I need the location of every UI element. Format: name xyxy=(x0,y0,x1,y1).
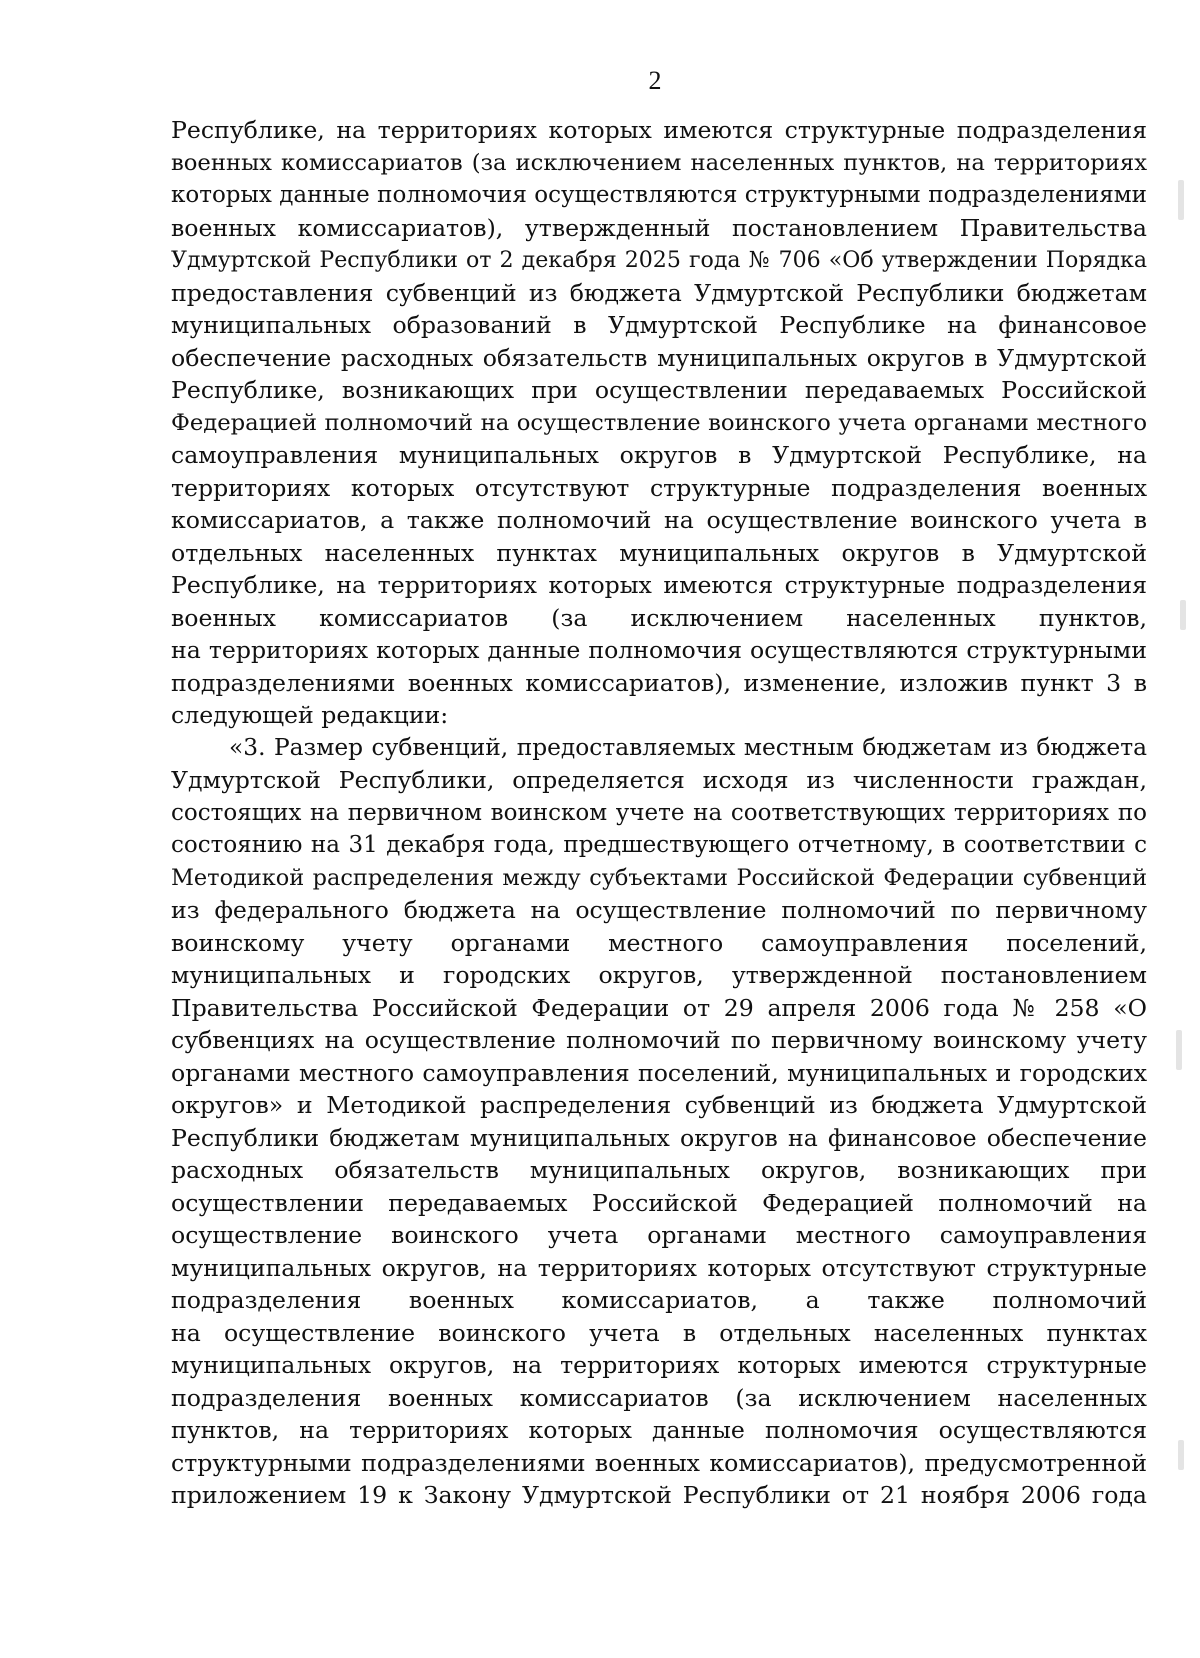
text-line: Республики бюджетам муниципальных округов на финансовое обеспечение xyxy=(171,1123,1147,1152)
text-line: на осуществление воинского учета в отдельных населенных пунктах xyxy=(171,1318,1147,1347)
text-line: подразделениями военных комиссариатов), изменение, изложив пункт 3 в xyxy=(171,668,1147,697)
text-line: состоянию на 31 декабря года, предшествующего отчетному, в соответствии с xyxy=(171,832,1147,858)
text-line: Федерацией полномочий на осуществление воинского учета органами местного xyxy=(171,409,1147,436)
text-line: Удмуртской Республики от 2 декабря 2025 года № 706 «Об утверждении Порядка xyxy=(171,247,1147,273)
text-line: которых данные полномочия осуществляются структурными подразделениями xyxy=(171,182,1147,208)
text-line: Методикой распределения между субъектами Российской Федерации субвенций xyxy=(171,864,1147,891)
text-line: Республике, на территориях которых имеются структурные подразделения xyxy=(171,116,1147,144)
text-line: муниципальных и городских округов, утвержденной постановлением xyxy=(171,961,1147,989)
text-line: территориях которых отсутствуют структурные подразделения военных xyxy=(171,473,1147,502)
text-line: самоуправления муниципальных округов в Удмуртской Республике, на xyxy=(171,441,1147,469)
text-line: на территориях которых данные полномочия осуществляются структурными xyxy=(171,636,1147,664)
text-line: расходных обязательств муниципальных округов, возникающих при xyxy=(171,1156,1147,1184)
text-line: органами местного самоуправления поселений, муниципальных и городских xyxy=(171,1058,1147,1087)
scan-artifact xyxy=(1178,180,1184,220)
text-line: военных комиссариатов (за исключением населенных пунктов, на территориях xyxy=(171,149,1147,176)
text-line: Республике, на территориях которых имеются структурные подразделения xyxy=(171,571,1147,599)
text-line: округов» и Методикой распределения субвенций из бюджета Удмуртской xyxy=(171,1091,1147,1119)
scan-artifact xyxy=(1180,600,1186,630)
text-line: отдельных населенных пунктах муниципальных округов в Удмуртской xyxy=(171,538,1147,567)
text-line: состоящих на первичном воинском учете на соответствующих территориях по xyxy=(171,799,1147,826)
text-line: пунктов, на территориях которых данные полномочия осуществляются xyxy=(171,1416,1147,1444)
text-line: Удмуртской Республики, определяется исходя из численности граждан, xyxy=(171,766,1147,794)
text-line: воинскому учету органами местного самоуправления поселений, xyxy=(171,928,1147,957)
text-line: осуществлении передаваемых Российской Федерацией полномочий на xyxy=(171,1188,1147,1217)
scan-artifact xyxy=(1178,1440,1184,1470)
text-line: предоставления субвенций из бюджета Удмуртской Республики бюджетам xyxy=(171,278,1147,307)
text-line: муниципальных округов, на территориях которых отсутствуют структурные xyxy=(171,1253,1147,1282)
text-line: муниципальных округов, на территориях которых имеются структурные xyxy=(171,1351,1147,1379)
text-line: комиссариатов, а также полномочий на осуществление воинского учета в xyxy=(171,506,1147,534)
text-line: Правительства Российской Федерации от 29 апреля 2006 года № 258 «О xyxy=(171,993,1147,1022)
text-line: структурными подразделениями военных комиссариатов), предусмотренной xyxy=(171,1448,1147,1477)
text-line: Республике, возникающих при осуществлении передаваемых Российской xyxy=(171,376,1147,404)
text-line: обеспечение расходных обязательств муниципальных округов в Удмуртской xyxy=(171,343,1147,372)
text-line: муниципальных образований в Удмуртской Республике на финансовое xyxy=(171,311,1147,339)
text-line: следующей редакции: xyxy=(171,701,449,729)
text-line: приложением 19 к Закону Удмуртской Республики от 21 ноября 2006 года xyxy=(171,1481,1147,1509)
scan-artifact xyxy=(1176,1030,1182,1070)
page-number: 2 xyxy=(648,66,662,95)
text-line: военных комиссариатов (за исключением населенных пунктов, xyxy=(171,603,1147,632)
text-line: подразделения военных комиссариатов (за исключением населенных xyxy=(171,1383,1147,1412)
text-line: военных комиссариатов), утвержденный постановлением Правительства xyxy=(171,213,1147,242)
document-body xyxy=(171,114,1147,1512)
paragraph-start-line: «3. Размер субвенций, предоставляемых местным бюджетам из бюджета xyxy=(229,733,1147,761)
text-line: осуществление воинского учета органами местного самоуправления xyxy=(171,1221,1147,1249)
text-line: подразделения военных комиссариатов, а также полномочий xyxy=(171,1286,1147,1314)
text-line: из федерального бюджета на осуществление полномочий по первичному xyxy=(171,896,1147,924)
text-line: субвенциях на осуществление полномочий по первичному воинскому учету xyxy=(171,1026,1147,1054)
